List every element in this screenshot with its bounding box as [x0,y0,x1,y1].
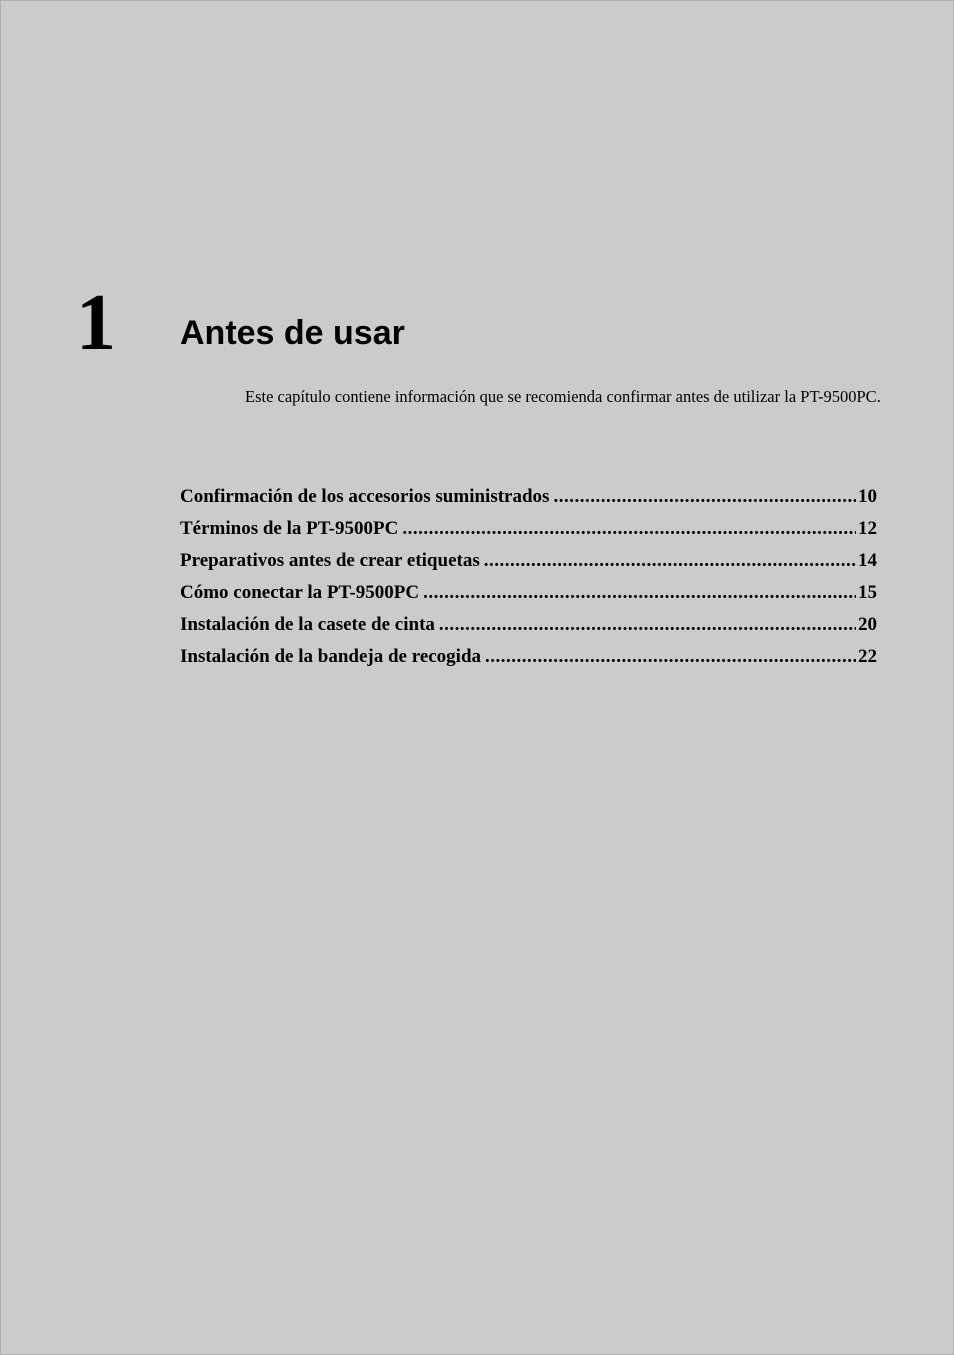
toc-dot-leader [402,516,856,542]
toc-entry-title: Cómo conectar la PT-9500PC [180,582,420,603]
toc-entry-title: Preparativos antes de crear etiquetas [180,550,480,571]
toc-entry-page: 15 [858,582,877,603]
toc-entry-page: 20 [858,614,877,635]
toc-entry-title: Confirmación de los accesorios suministrados [180,486,550,507]
toc-entry-terms[interactable] [180,516,877,548]
toc-dot-leader [423,580,856,606]
toc-entry-title: Términos de la PT-9500PC [180,518,399,539]
toc-entry-page: 12 [858,518,877,539]
toc-entry-page: 14 [858,550,877,571]
toc-entry-connect[interactable] [180,580,877,612]
toc-entry-tape-cassette[interactable] [180,612,877,644]
toc-entry-accessories[interactable] [180,484,877,516]
toc-dot-leader [553,484,856,510]
chapter-number: 1 [76,279,114,367]
table-of-contents [180,484,877,676]
toc-entry-title: Instalación de la casete de cinta [180,614,435,635]
toc-entry-page: 22 [858,646,877,667]
toc-entry-catch-tray[interactable] [180,644,877,676]
toc-dot-leader [484,548,856,574]
chapter-intro: Este capítulo contiene información que se recomienda confirmar antes de utilizar la PT-9500PC. [245,387,881,406]
toc-dot-leader [485,644,856,670]
toc-entry-title: Instalación de la bandeja de recogida [180,646,482,667]
toc-entry-page: 10 [858,486,877,507]
toc-entry-preparations[interactable] [180,548,877,580]
toc-dot-leader [439,612,856,638]
chapter-title: Antes de usar [180,314,405,352]
